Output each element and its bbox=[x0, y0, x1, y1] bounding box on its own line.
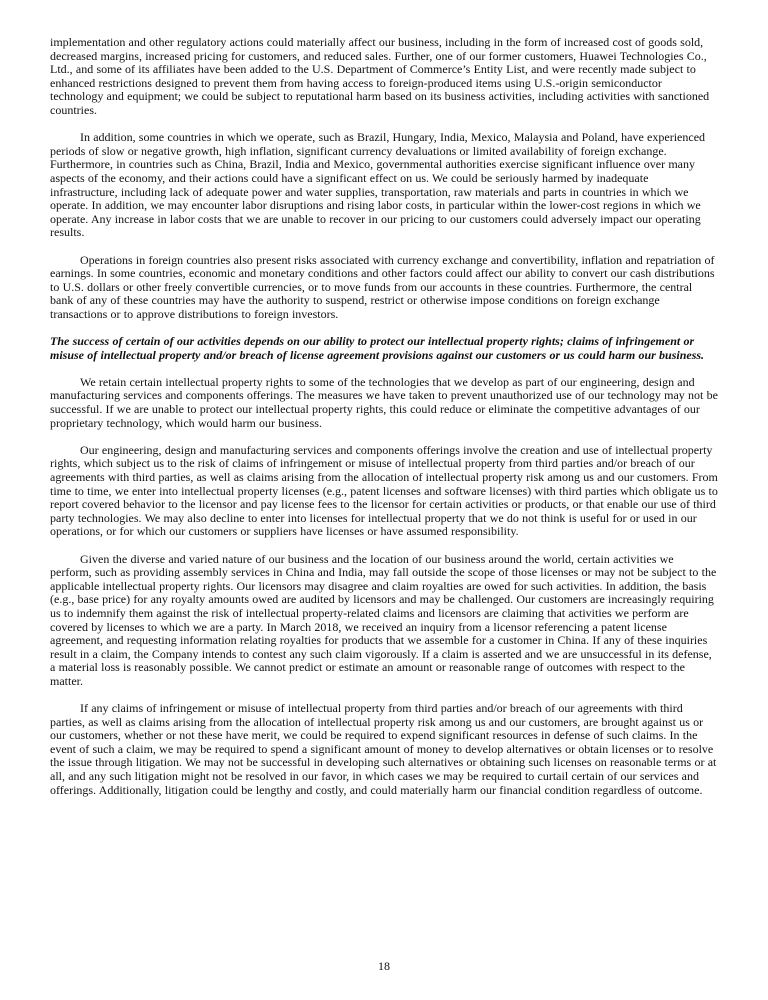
paragraph: We retain certain intellectual property rights to some of the technologies that we develop as part of our engineering, design and manufacturing services and components offerings. The measures we have taken to prevent unauthorized use of our technology may not be successful. If we are unable to protect our intellectual property rights, this could reduce or eliminate the competitive advantages of our proprietary technology, which would harm our business. bbox=[50, 374, 718, 430]
paragraph: Our engineering, design and manufacturing services and components offerings involve the creation and use of intellectual property rights, which subject us to the risk of claims of infringement or misuse of intellectual property from third parties and/or breach of our agreements with third parties, as well as claims arising from the allocation of intellectual property risk among us and our customers. From time to time, we enter into intellectual property licenses (e.g., patent licenses and software licenses) with third parties which obligate us to report covered behavior to the licensor and pay license fees to the licensor for certain activities or products, or that enable our use of third party technologies. We may also decline to enter into licenses for intellectual property that we do not think is useful for or used in our operations, or for which our customers or suppliers have licenses or have assumed responsibility. bbox=[50, 442, 718, 539]
paragraph-continuation: implementation and other regulatory actions could materially affect our business, including in the form of increased cost of goods sold, decreased margins, increased pricing for customers, and reduced sales. Further, one of our former customers, Huawei Technologies Co., Ltd., and some of its affiliates have been added to the U.S. Department of Commerce’s Entity List, and were recently made subject to enhanced restrictions designed to prevent them from having access to foreign-produced items using U.S.-origin semiconductor technology and equipment; we could be subject to reputational harm based on its business activities, including activities with sanctioned countries. bbox=[50, 35, 710, 117]
risk-factor-heading: The success of certain of our activities depends on our ability to protect our intellectual property rights; claims of infringement or misuse of intellectual property and/or breach of license agreement provisions against our customers or us could harm our business. bbox=[50, 334, 705, 362]
page-number: 18 bbox=[378, 959, 390, 974]
paragraph: Given the diverse and varied nature of our business and the location of our business around the world, certain activities we perform, such as providing assembly services in China and India, may fall outside the scope of those licenses or may not be subject to the applicable intellectual property rights. Our licensors may disagree and claim royalties are owed for such activities. In addition, the basis (e.g., base price) for any royalty amounts owed are audited by licensors and may be challenged. Our customers are increasingly requiring us to indemnify them against the risk of intellectual property-related claims and licensors are claiming that activities we perform are covered by licenses to which we are a party. In March 2018, we received an inquiry from a licensor referencing a patent license agreement, and requesting information relating royalties for products that we assemble for a customer in China. If any of these inquiries result in a claim, the Company intends to contest any such claim vigorously. If a claim is asserted and we are unsuccessful in its defense, a material loss is reasonably possible. We cannot predict or estimate an amount or reasonable range of outcomes with respect to the matter. bbox=[50, 551, 717, 688]
paragraph: In addition, some countries in which we operate, such as Brazil, Hungary, India, Mexico, Malaysia and Poland, have experienced periods of slow or negative growth, high inflation, significant currency devaluations or limited availability of foreign exchange. Furthermore, in countries such as China, Brazil, India and Mexico, governmental authorities exercise significant influence over many aspects of the economy, and their actions could have a significant effect on us. We could be seriously harmed by inadequate infrastructure, including lack of adequate power and water supplies, transportation, raw materials and parts in countries in which we operate. In addition, we may encounter labor disruptions and rising labor costs, in particular within the lower-cost regions in which we operate. Any increase in labor costs that we are unable to recover in our pricing to our customers could adversely impact our operating results. bbox=[50, 130, 706, 240]
paragraph: Operations in foreign countries also present risks associated with currency exchange and convertibility, inflation and repatriation of earnings. In some countries, economic and monetary conditions and other factors could affect our ability to convert our cash distributions to U.S. dollars or other freely convertible currencies, or to move funds from our accounts in these countries. Furthermore, the central bank of any of these countries may have the authority to suspend, restrict or otherwise impose conditions on foreign exchange transactions or to approve distributions to foreign investors. bbox=[50, 252, 715, 321]
paragraph: If any claims of infringement or misuse of intellectual property from third parties and/or breach of our agreements with third parties, as well as claims arising from the allocation of intellectual property risk among us and our customers, are brought against us or our customers, whether or not these have merit, we could be required to expend significant resources in defense of such claims. In the event of such a claim, we may be required to spend a significant amount of money to develop alternatives or obtain licenses or to resolve the issue through litigation. We may not be successful in developing such alternatives or obtaining such licenses on reasonable terms or at all, and any such litigation might not be resolved in our favor, in which cases we may be required to curtail certain of our services and offerings. Additionally, litigation could be lengthy and costly, and could materially harm our financial condition regardless of outcome. bbox=[50, 701, 717, 797]
